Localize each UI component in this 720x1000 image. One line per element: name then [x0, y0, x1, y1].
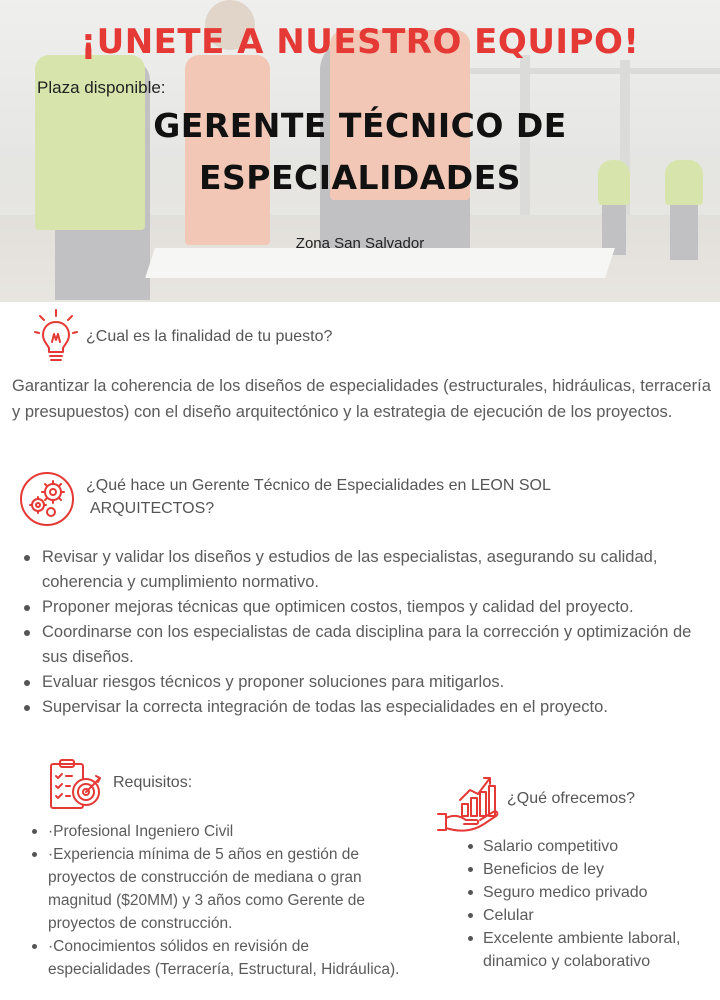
list-item: Celular: [466, 904, 716, 927]
list-item: Beneficios de ley: [466, 858, 716, 881]
list-item: Seguro medico privado: [466, 881, 716, 904]
job-title-line-1: GERENTE TÉCNICO DE: [153, 106, 567, 145]
offer-label: ¿Qué ofrecemos?: [507, 790, 636, 807]
list-item: ·Conocimientos sólidos en revisión de especialidades (Terracería, Estructural, Hidráulica).: [30, 935, 410, 981]
job-title-line-2: ESPECIALIDADES: [198, 158, 521, 197]
hero-headline: ¡UNETE A NUESTRO EQUIPO!: [80, 22, 640, 62]
list-item: Salario competitivo: [466, 835, 716, 858]
list-item: Supervisar la correcta integración de todas las especialidades en el proyecto.: [22, 695, 712, 720]
plaza-label: Plaza disponible:: [37, 78, 166, 97]
list-item: Evaluar riesgos técnicos y proponer soluciones para mitigarlos.: [22, 670, 712, 695]
list-item: ·Profesional Ingeniero Civil: [30, 820, 410, 843]
hand-growth-chart-icon: [436, 770, 502, 836]
duties-question: [86, 474, 551, 520]
list-item: Excelente ambiente laboral, dinamico y colaborativo: [466, 927, 716, 973]
hero-banner: [0, 0, 720, 302]
requirements-label: Requisitos:: [113, 774, 193, 791]
list-item: Proponer mejoras técnicas que optimicen costos, tiempos y calidad del proyecto.: [22, 595, 712, 620]
duties-question-line-2: ARQUITECTOS?: [90, 500, 215, 517]
duties-question-line-1: ¿Qué hace un Gerente Técnico de Especialidades en LEON SOL: [86, 477, 551, 494]
offer-list: [466, 835, 716, 973]
lightbulb-icon: [34, 308, 78, 364]
list-item: ·Experiencia mínima de 5 años en gestión de proyectos de construcción de mediana o gran magnitud ($20MM) y 3 años como Gerente de proyectos de construcción.: [30, 843, 410, 935]
requirements-list: [30, 820, 410, 981]
purpose-question: ¿Cual es la finalidad de tu puesto?: [86, 328, 333, 345]
gears-icon: [18, 470, 76, 528]
list-item: Coordinarse con los especialistas de cada disciplina para la corrección y optimización de sus diseños.: [22, 620, 712, 670]
zone-label: Zona San Salvador: [295, 235, 425, 252]
list-item: Revisar y validar los diseños y estudios de las especialistas, asegurando su calidad, coherencia y cumplimiento normativo.: [22, 545, 712, 595]
job-title: [130, 100, 590, 204]
purpose-answer: Garantizar la coherencia de los diseños de especialidades (estructurales, hidráulicas, terracería y presupuestos) con el diseño arquitectónico y la estrategia de ejecución de los proyectos.: [12, 377, 711, 421]
duties-list: [22, 545, 712, 720]
checklist-target-icon: [48, 758, 104, 812]
